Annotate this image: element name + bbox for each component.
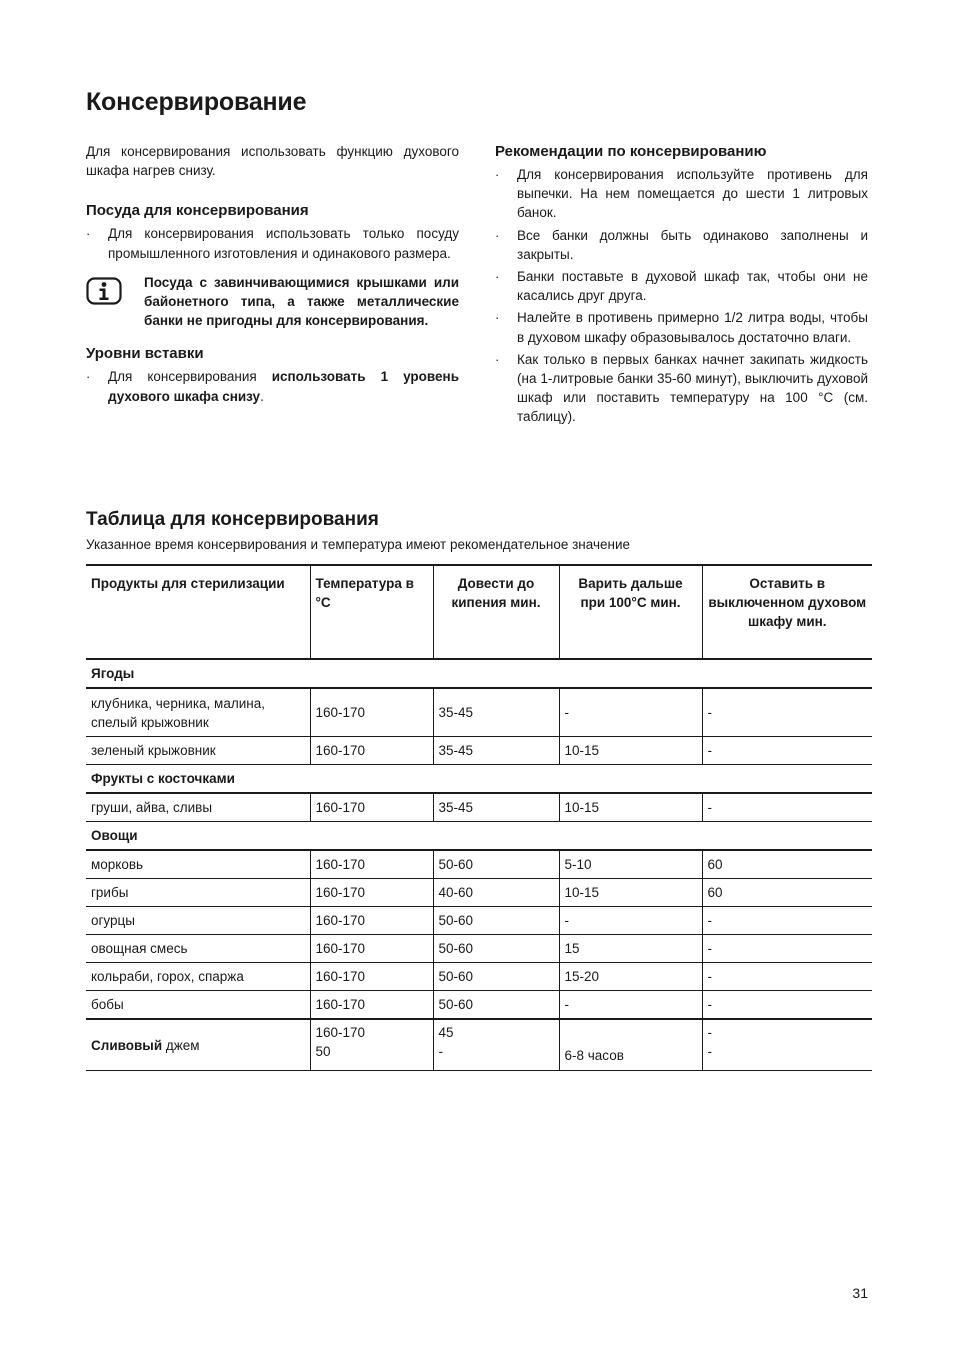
cell-cook: - [559,991,702,1020]
list-item: · Банки поставьте в духовой шкаф так, чтобы они не касались друг друга. [495,267,868,305]
cell-leave: - [702,963,872,991]
jam-leave-1: - [707,1025,712,1040]
cell-boil: 50-60 [433,991,559,1020]
header-products: Продукты для стерилизации [86,565,310,659]
info-note [86,273,459,331]
cell-leave: - [702,991,872,1020]
levels-text: Для консервирования [108,369,272,385]
levels-bold-text: использовать 1 уровень духового шкафа снизу [108,369,460,404]
category-row [86,659,872,688]
table-header-row [86,565,872,659]
cell-boil [433,1019,559,1071]
cell-boil: 40-60 [433,879,559,907]
jam-boil-1: 45 [438,1025,454,1040]
jam-leave-2: - [707,1044,712,1059]
recommendations-heading: Рекомендации по консервированию [495,143,767,160]
cell-temperature: 160-170 [310,935,433,963]
left-column [86,142,459,406]
cell-leave: - [702,907,872,935]
table-row [86,793,872,822]
levels-list [86,367,459,405]
cell-temperature: 160-170 [310,737,433,765]
cell-leave: - [702,688,872,737]
category-berries: Ягоды [86,659,872,688]
header-leave: Оставить в выключенном духовом шкафу мин. [702,565,872,659]
levels-heading: Уровни вставки [86,345,204,363]
cell-temperature: 160-170 [310,850,433,879]
recommendations-list [495,165,868,427]
page-number: 31 [852,1285,868,1301]
header-cook: Варить дальше при 100°С мин. [559,565,702,659]
cell-product: бобы [86,991,310,1020]
list-item: · Как только в первых банках начнет закипать жидкость (на 1-литровые банки 35-60 минут), выключить духовой шкаф или поставить температуру на 100 °С (см. таблицу). [495,350,868,427]
table-subtitle: Указанное время консервирования и температура имеют рекомендательное значение [86,537,631,552]
cell-temperature: 160-170 [310,879,433,907]
category-vegetables: Овощи [86,822,872,851]
cell-cook: 10-15 [559,879,702,907]
cell-product: кольраби, горох, спаржа [86,963,310,991]
cell-product: овощная смесь [86,935,310,963]
cell-product: зеленый крыжовник [86,737,310,765]
info-icon [86,277,122,305]
list-item: · Все банки должны быть одинаково заполнены и закрыты. [495,226,868,264]
cell-leave: - [702,793,872,822]
cell-temperature [310,1019,433,1071]
cell-leave: - [702,935,872,963]
cell-boil: 50-60 [433,963,559,991]
intro-text: Для консервирования использовать функцию духового шкафа нагрев снизу. [86,144,459,179]
cell-cook: 5-10 [559,850,702,879]
table-row [86,907,872,935]
table-row-jam [86,1019,872,1071]
list-item: · Налейте в противень примерно 1/2 литра воды, чтобы в духовом шкафу образовывалось достаточно влаги. [495,308,868,346]
right-column [495,142,868,427]
cell-product: клубника, черника, малина, спелый крыжовник [86,688,310,737]
cell-cook: 10-15 [559,793,702,822]
list-item [86,367,459,405]
category-stone-fruit: Фрукты с косточками [86,765,872,794]
category-row [86,765,872,794]
table-row [86,688,872,737]
table-title: Таблица для консервирования [86,509,379,530]
canning-table [86,564,872,1071]
jam-name-rest: джем [162,1037,200,1053]
cell-temperature: 160-170 [310,907,433,935]
cell-leave: 60 [702,879,872,907]
table-row [86,935,872,963]
cell-leave: 60 [702,850,872,879]
info-note-text: Посуда с завинчивающимися крышками или байонетного типа, а также металлические банки не пригодны для консервирования. [144,274,459,329]
table-row [86,850,872,879]
cell-cook: - [559,688,702,737]
cell-leave: - [702,737,872,765]
cell-boil: 35-45 [433,793,559,822]
cell-cook: 15-20 [559,963,702,991]
table-row [86,737,872,765]
jam-temp-2: 50 [315,1044,331,1059]
cell-cook: - [559,907,702,935]
table-row [86,963,872,991]
cell-cook: 10-15 [559,737,702,765]
list-item: · Для консервирования используйте противень для выпечки. На нем помещается до шести 1 литровых банок. [495,165,868,223]
cell-product: огурцы [86,907,310,935]
cell-boil: 50-60 [433,850,559,879]
cell-product: грибы [86,879,310,907]
cell-product: морковь [86,850,310,879]
cell-temperature: 160-170 [310,963,433,991]
header-boil: Довести до кипения мин. [433,565,559,659]
table-row [86,991,872,1020]
cell-boil: 50-60 [433,935,559,963]
jam-name-bold: Сливовый [91,1037,163,1053]
cell-boil: 35-45 [433,737,559,765]
cell-leave [702,1019,872,1071]
header-temperature: Температура в °С [310,565,433,659]
jam-boil-2: - [438,1044,443,1059]
category-row [86,822,872,851]
page-title: Консервирование [86,88,307,116]
levels-suffix: . [260,388,264,404]
jam-temp-1: 160-170 [315,1025,366,1040]
dishes-heading: Посуда для консервирования [86,202,309,220]
cell-cook: 15 [559,935,702,963]
cell-temperature: 160-170 [310,688,433,737]
cell-temperature: 160-170 [310,991,433,1020]
table-row [86,879,872,907]
cell-cook: 6-8 часов [559,1019,702,1071]
dishes-list [86,224,459,262]
cell-temperature: 160-170 [310,793,433,822]
cell-boil: 35-45 [433,688,559,737]
list-item: · Для консервирования использовать только посуду промышленного изготовления и одинакового размера. [86,224,459,262]
cell-product: груши, айва, сливы [86,793,310,822]
cell-product [86,1019,310,1071]
cell-boil: 50-60 [433,907,559,935]
